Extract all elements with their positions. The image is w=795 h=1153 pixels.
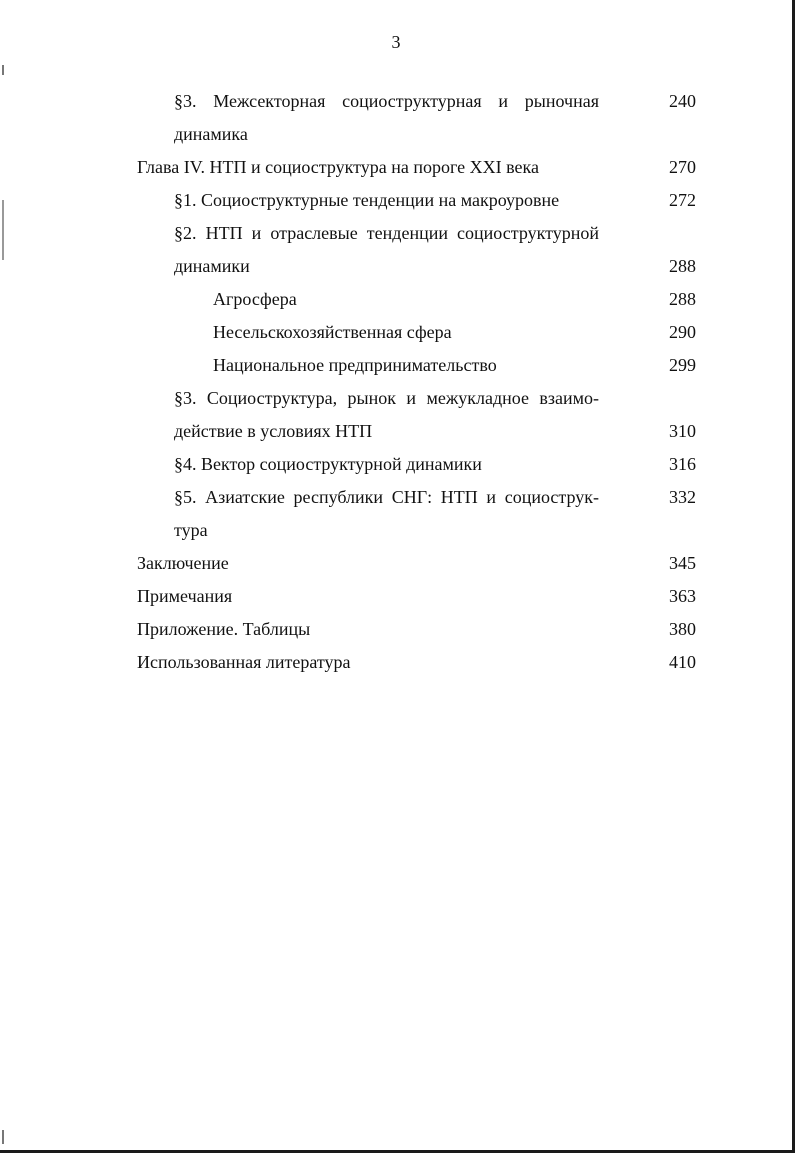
toc-entry xyxy=(0,547,795,580)
toc-entry-page: 363 xyxy=(669,586,696,606)
toc-entry-title: Глава IV. НТП и социоструктура на пороге XXI века xyxy=(137,157,539,177)
toc-entry xyxy=(0,283,795,316)
toc-entry-page: 299 xyxy=(669,355,696,375)
toc-entry-title: §4. Вектор социоструктурной динамики xyxy=(174,454,482,474)
toc-entry-title: §2. НТП и отраслевые тенденции социоструктурной динамики xyxy=(174,223,599,276)
toc-entry-title: §1. Социоструктурные тенденции на макроуровне xyxy=(174,190,560,210)
page-number: 3 xyxy=(391,32,401,52)
toc-entry-title: Использованная литература xyxy=(137,652,351,672)
toc-entry xyxy=(0,382,795,448)
toc-entry-page: 345 xyxy=(669,553,696,573)
toc-entry-page: 270 xyxy=(669,157,696,177)
toc-entry-page: 288 xyxy=(669,289,696,309)
scan-artifact xyxy=(2,1130,4,1144)
table-of-contents xyxy=(0,85,795,679)
toc-entry-title: Приложение. Таблицы xyxy=(137,619,311,639)
toc-entry-title: Несельскохозяйственная сфера xyxy=(213,322,452,342)
toc-entry xyxy=(0,151,795,184)
toc-entry xyxy=(0,349,795,382)
toc-entry xyxy=(0,316,795,349)
toc-entry-page: 410 xyxy=(669,652,696,672)
toc-entry-page: 332 xyxy=(669,487,696,507)
toc-entry-page: 288 xyxy=(669,256,696,276)
toc-entry-title: §5. Азиатские республики СНГ: НТП и социострук- тура xyxy=(174,487,599,540)
toc-entry-title: §3. Межсекторная социоструктурная и рыночная динамика xyxy=(174,91,599,144)
toc-entry xyxy=(0,184,795,217)
toc-entry-title: Примечания xyxy=(137,586,233,606)
toc-entry-title: §3. Социоструктура, рынок и межукладное взаимо- действие в условиях НТП xyxy=(174,388,599,441)
toc-entry-page: 310 xyxy=(669,421,696,441)
toc-entry xyxy=(0,580,795,613)
toc-entry-title: Агросфера xyxy=(213,289,297,309)
toc-entry xyxy=(0,613,795,646)
toc-entry-page: 316 xyxy=(669,454,696,474)
toc-entry-title: Заключение xyxy=(137,553,229,573)
toc-entry xyxy=(0,646,795,679)
toc-entry-page: 290 xyxy=(669,322,696,342)
toc-entry-page: 380 xyxy=(669,619,696,639)
toc-entry-page: 240 xyxy=(669,91,696,111)
scan-artifact xyxy=(2,65,4,75)
toc-entry xyxy=(0,481,795,547)
toc-entry xyxy=(0,85,795,151)
toc-entry xyxy=(0,448,795,481)
toc-entry-title: Национальное предпринимательство xyxy=(213,355,497,375)
toc-entry xyxy=(0,217,795,283)
toc-entry-page: 272 xyxy=(669,190,696,210)
